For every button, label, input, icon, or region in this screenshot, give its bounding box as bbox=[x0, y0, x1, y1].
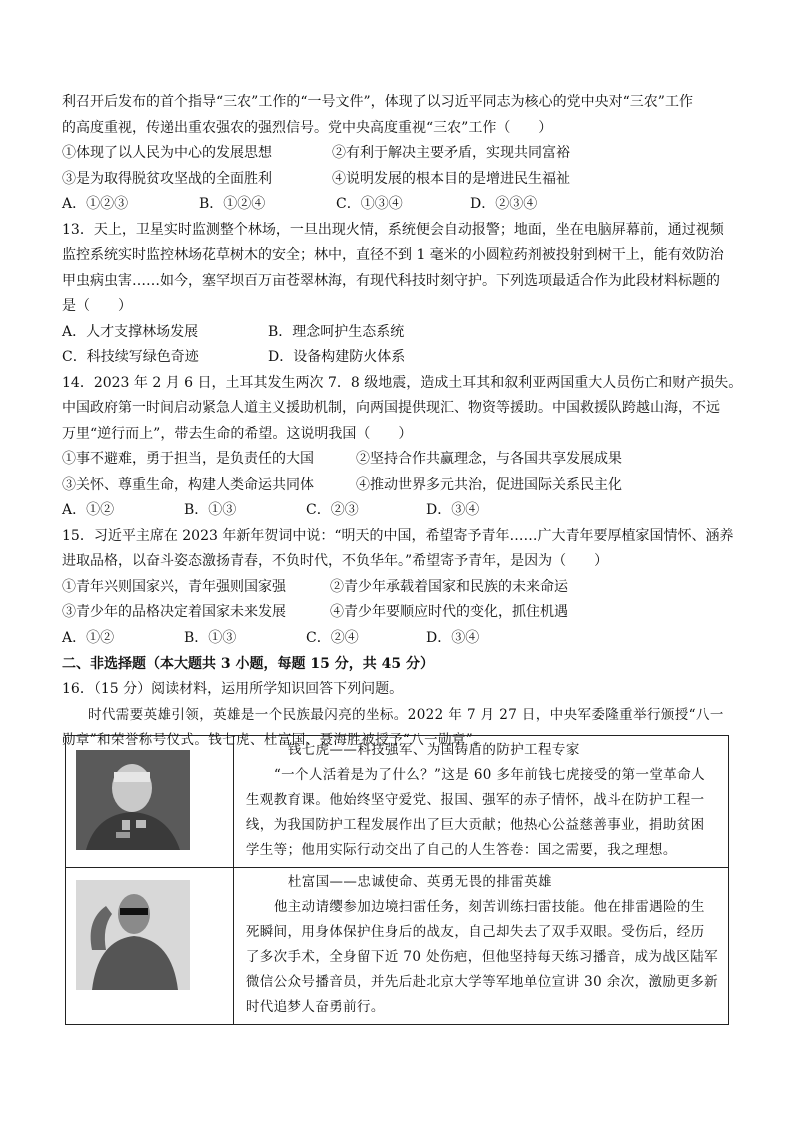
q15-choice-d: D．③④ bbox=[426, 629, 480, 646]
q14-choices bbox=[62, 498, 742, 524]
q13-choice-c: C．科技续写绿色奇迹 bbox=[62, 349, 199, 365]
q15-stem-line: 进取品格，以奋斗姿态激扬青春，不负时代，不负华年。”希望寄予青年，是因为（ ） bbox=[62, 553, 609, 569]
q14-choice-b: B．①③ bbox=[184, 502, 237, 518]
q15-option-3: ③青少年的品格决定着国家未来发展 bbox=[62, 604, 286, 620]
q14-stem-line: 14．2023 年 2 月 6 日，土耳其发生两次 7．8 级地震，造成土耳其和叙利亚两国重大人员伤亡和财产损失。 bbox=[62, 374, 743, 391]
q12-choices bbox=[62, 192, 742, 218]
hero-photo-cell bbox=[66, 868, 234, 1025]
hero-body-line: 线，为我国防护工程发展作出了巨大贡献；他热心公益慈善事业，捐助贫困 bbox=[245, 817, 705, 833]
hero-photo-qian-qihu bbox=[76, 750, 190, 850]
q13-choices-row bbox=[62, 320, 742, 346]
hero-body-line: “一个人活着是为了什么？”这是 60 多年前钱七虎接受的第一堂革命人 bbox=[273, 767, 705, 783]
q13-choice-b: B．理念呵护生态系统 bbox=[268, 323, 405, 340]
q12-stem-line: 的高度重视，传递出重农强农的强烈信号。党中央高度重视“三农”工作（ ） bbox=[62, 119, 553, 136]
q13-stem-line: 是（ ） bbox=[62, 298, 132, 314]
q15-option-4: ④青少年要顺应时代的变化，抓住机遇 bbox=[330, 604, 568, 620]
q13-stem-line: 监控系统实时监控林场花草树木的安全；林中，直径不到 1 毫米的小圆粒药剂被投射到树干上，能有效防治 bbox=[62, 247, 724, 263]
hero-row-du-fuguo bbox=[66, 868, 729, 1025]
q12-choice-d: D．②③④ bbox=[470, 196, 538, 212]
q15-options-row bbox=[62, 600, 742, 626]
q12-stem-line: 利召开后发布的首个指导“三农”工作的“一号文件”，体现了以习近平同志为核心的党中央对“三农”工作 bbox=[62, 94, 693, 110]
q14-choice-d: D．③④ bbox=[426, 502, 480, 518]
hero-body-line: 生观教育课。他始终坚守爱党、报国、强军的赤子情怀，战斗在防护工程一 bbox=[245, 792, 705, 808]
question-14 bbox=[62, 371, 742, 524]
hero-row-qian-qihu bbox=[66, 736, 729, 868]
questions-area bbox=[62, 90, 742, 754]
hero-table bbox=[65, 735, 729, 1025]
hero-body-line: 他主动请缨参加边境扫雷任务，刻苦训练扫雷技能。他在排雷遇险的生 bbox=[273, 899, 705, 915]
hero-photo-du-fuguo bbox=[76, 880, 190, 990]
q13-choice-a: A．人才支撑林场发展 bbox=[62, 323, 199, 340]
q15-choice-b: B．①③ bbox=[184, 629, 237, 646]
hero-photo-cell bbox=[66, 736, 234, 868]
hero-body-line: 微信公众号播音员，并先后赴北京大学等军地单位宣讲 30 余次，激励更多新 bbox=[245, 974, 718, 990]
question-15 bbox=[62, 524, 742, 652]
q12-options-row bbox=[62, 141, 742, 167]
q13-stem-line: 13．天上，卫星实时监测整个林场，一旦出现火情，系统便会自动报警；地面，坐在电脑屏幕前，通过视频 bbox=[62, 221, 724, 238]
hero-body-line: 了多次手术，全身留下近 70 处伤疤，但他坚持每天练习播音，成为战区陆军 bbox=[245, 949, 718, 965]
question-12 bbox=[62, 90, 742, 218]
q14-option-3: ③关怀、尊重生命，构建人类命运共同体 bbox=[62, 476, 314, 493]
q15-option-2: ②青少年承载着国家和民族的未来命运 bbox=[330, 578, 568, 595]
q14-option-4: ④推动世界多元共治，促进国际关系民主化 bbox=[356, 476, 622, 493]
q12-choice-c: C．①③④ bbox=[336, 196, 403, 212]
hero-body-line: 学生等；他用实际行动交出了自己的人生答卷：国之需要，我之理想。 bbox=[245, 842, 677, 858]
section-2-title: 二、非选择题（本大题共 3 小题，每题 15 分，共 45 分） bbox=[62, 656, 434, 672]
question-13 bbox=[62, 218, 742, 371]
q15-options-row bbox=[62, 575, 742, 601]
hero-title-qian-qihu: 钱七虎——科技强军、为国铸盾的防护工程专家 bbox=[287, 742, 580, 758]
q14-options-row bbox=[62, 473, 742, 499]
q13-stem-line: 甲虫病虫害……如今，塞罕坝百万亩苍翠林海，有现代科技时刻守护。下列选项最适合作为此段材料标题的 bbox=[62, 272, 720, 289]
q14-option-1: ①事不避难，勇于担当，是负责任的大国 bbox=[62, 451, 314, 467]
q12-option-4: ④说明发展的根本目的是增进民生福祉 bbox=[332, 170, 570, 187]
q12-choice-a: A．①②③ bbox=[62, 196, 129, 212]
q14-stem-line: 中国政府第一时间启动紧急人道主义援助机制，向两国提供现汇、物资等援助。中国救援队跨越山海，不远 bbox=[62, 400, 720, 416]
q14-stem-line: 万里“逆行而上”，带去生命的希望。这说明我国（ ） bbox=[62, 425, 413, 442]
portrait-photo-icon bbox=[76, 880, 190, 990]
q14-options-row bbox=[62, 447, 742, 473]
q14-choice-c: C．②③ bbox=[306, 502, 359, 518]
q16-intro-line: 时代需要英雄引领，英雄是一个民族最闪亮的坐标。2022 年 7 月 27 日，中央军委隆重举行颁授“八一 bbox=[88, 706, 724, 723]
portrait-photo-icon bbox=[76, 750, 190, 850]
q13-choice-d: D．设备构建防火体系 bbox=[268, 349, 406, 365]
hero-title-du-fuguo: 杜富国——忠诚使命、英勇无畏的排雷英雄 bbox=[287, 874, 552, 890]
q12-option-1: ①体现了以人民为中心的发展思想 bbox=[62, 145, 272, 161]
q15-choice-c: C．②④ bbox=[306, 629, 359, 646]
q12-option-3: ③是为取得脱贫攻坚战的全面胜利 bbox=[62, 170, 272, 187]
q16-intro-line: 勋章”和荣誉称号仪式。钱七虎、杜富国、聂海胜被授予“八一勋章”。 bbox=[62, 732, 488, 748]
q12-options-row bbox=[62, 167, 742, 193]
q15-choices bbox=[62, 626, 742, 652]
hero-text-cell bbox=[233, 736, 728, 868]
q14-option-2: ②坚持合作共赢理念，与各国共享发展成果 bbox=[356, 451, 622, 467]
q12-choice-b: B．①②④ bbox=[199, 196, 266, 212]
q14-choice-a: A．①② bbox=[62, 502, 115, 518]
q15-choice-a: A．①② bbox=[62, 629, 115, 646]
q15-option-1: ①青年兴则国家兴，青年强则国家强 bbox=[62, 578, 286, 595]
q12-option-2: ②有利于解决主要矛盾，实现共同富裕 bbox=[332, 145, 570, 161]
hero-text-cell bbox=[233, 868, 728, 1025]
hero-body-line: 死瞬间，用身体保护住身后的战友，自己却失去了双手双眼。受伤后，经历 bbox=[245, 924, 705, 940]
hero-body-line: 时代追梦人奋勇前行。 bbox=[245, 999, 385, 1015]
q13-choices-row bbox=[62, 345, 742, 371]
q15-stem-line: 15．习近平主席在 2023 年新年贺词中说：“明天的中国，希望寄予青年……广大青年要厚植家国情怀、涵养 bbox=[62, 527, 734, 544]
q16-stem: 16．（15 分）阅读材料，运用所学知识回答下列问题。 bbox=[62, 681, 404, 697]
